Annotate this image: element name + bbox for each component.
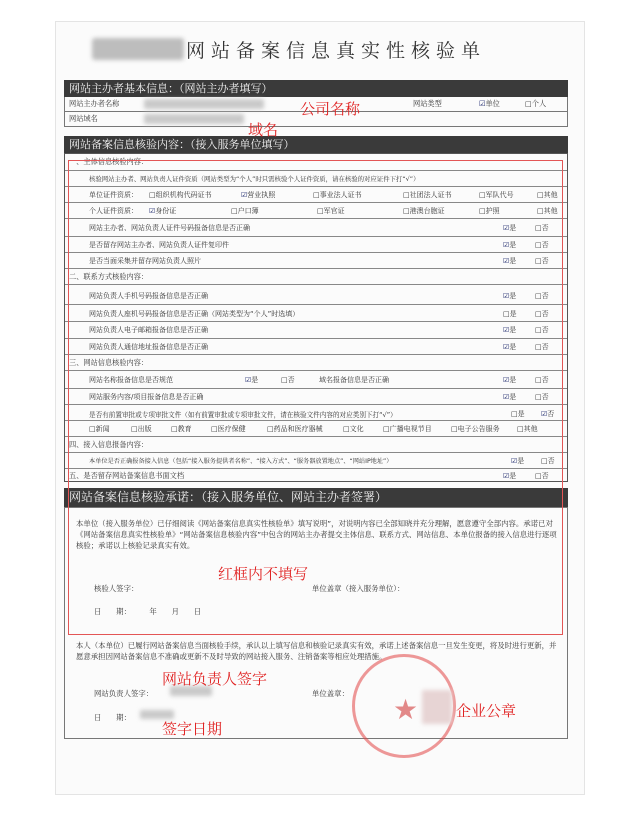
section2-header: 网站备案信息核验内容：（接入服务单位填写）	[64, 136, 568, 153]
site-type-person: □个人	[525, 99, 547, 108]
contact-email: 网站负责人电子邮箱报备信息是否正确	[89, 326, 208, 334]
contact-email-yes: ☑是	[503, 326, 517, 334]
item-cert-number-no: □否	[535, 224, 549, 232]
part5-title: 五、是否留存网站备案信息书面文档	[69, 471, 185, 480]
item-cert-copy-no: □否	[535, 241, 549, 249]
access-question: 本单位是否正确报备接入信息（包括“接入服务提供者名称”、“接入方式”、“服务器放置地点”、“网站IP地址”）	[89, 458, 393, 465]
provider-commitment-text: 本单位（接入服务单位）已仔细阅读《网站备案信息真实性核验单》填写说明”，对说明内容已全部知晓并充分理解，愿意遵守全部内容。承诺已对《网站备案信息真实性核验单》“网站备案信息核验内容”中包含的网站主办者提交主体信息、联系方式、网站信息、本单位报备的接入信息进行逐项核验；承诺以上核验记录真实有效。	[76, 519, 557, 550]
domain-yes: ☑是	[503, 376, 517, 384]
approval-drugs: □药品和医疗器械	[267, 425, 323, 433]
approval-bbs: □电子公告服务	[451, 425, 500, 433]
service-question: 网站服务内容/项目报备信息是否正确	[89, 393, 204, 401]
approval-publishing: □出版	[131, 425, 152, 433]
domain-no: □否	[535, 376, 549, 384]
cert-officer: □军官证	[317, 207, 345, 215]
access-yes: ☑是	[511, 457, 525, 465]
annotation-domain: 域名	[248, 121, 279, 139]
item-photo: 是否当面采集并留存网站负责人照片	[89, 257, 201, 265]
approval-broadcast: □广播电视节目	[383, 425, 432, 433]
contact-mobile: 网站负责人手机号码报备信息是否正确	[89, 292, 208, 300]
verification-table	[64, 153, 568, 482]
owner-stamp-label: 单位盖章：	[312, 689, 349, 698]
approval-news: □新闻	[89, 425, 110, 433]
access-no: □否	[541, 457, 555, 465]
part4-title: 四、接入信息报备内容：	[69, 440, 149, 449]
contact-mobile-yes: ☑是	[503, 292, 517, 300]
cert-id-card: ☑身份证	[149, 207, 177, 215]
principal-sign-label: 网站负责人签字：	[94, 689, 154, 698]
item-photo-yes: ☑是	[503, 257, 517, 265]
cert-hk-mo-tw: □港澳台胞证	[403, 207, 445, 215]
section1-header: 网站主办者基本信息：（网站主办者填写）	[64, 80, 568, 97]
item-cert-number-yes: ☑是	[503, 224, 517, 232]
approval-other: □其他	[517, 425, 538, 433]
archive-yes: ☑是	[503, 472, 517, 480]
provider-date-label: 日 期： 年 月 日	[94, 607, 202, 616]
cert-military-code: □军队代号	[479, 191, 514, 199]
domain-label: 网站域名	[69, 114, 98, 123]
service-yes: ☑是	[503, 393, 517, 401]
annotation-company-name: 公司名称	[300, 100, 361, 118]
item-cert-copy-yes: ☑是	[503, 241, 517, 249]
annotation-sign-date: 签字日期	[162, 720, 223, 738]
verifier-sign-label: 核验人签字：	[94, 584, 139, 593]
owner-commitment-text: 本人（本单位）已履行网站备案信息当面核验手续，承认以上填写信息和核验记录真实有效，承诺上述备案信息一旦发生变更，将及时进行更新，并愿意承担因网站备案信息不准确或更新不及时导致的网站接入服务、注销备案等相应处理措施。	[76, 641, 557, 661]
cert-other: □其他	[537, 191, 558, 199]
contact-landline-yes: □是	[503, 310, 517, 318]
cert-business-license: ☑营业执照	[241, 191, 276, 199]
document-title: 网站备案信息真实性核验单	[186, 40, 487, 62]
cert-social-org: □社团法人证书	[403, 191, 452, 199]
site-name-no: □否	[281, 376, 295, 384]
cert-public-institution: □事业法人证书	[313, 191, 362, 199]
part3-title: 三、网站信息核验内容：	[69, 358, 149, 367]
verify-instruction: 核验网站主办者、网站负责人证件资质（网站类型为“个人”时只需核验个人证件资质，请在核验的对应证件下打“√”）	[89, 175, 420, 183]
redacted-provider-name	[92, 38, 184, 60]
site-name-question: 网站名称报备信息是否规范	[89, 376, 173, 384]
domain-question: 域名报备信息是否正确	[319, 376, 389, 384]
item-cert-copy: 是否留存网站主办者、网站负责人证件复印件	[89, 241, 229, 249]
seal-star-icon: ★	[393, 693, 419, 726]
cert-org-code: □组织机构代码证书	[149, 191, 212, 199]
approval-education: □教育	[171, 425, 192, 433]
provider-stamp-label: 单位盖章（接入服务单位）：	[312, 584, 405, 593]
site-type-label: 网站类型	[413, 99, 442, 108]
site-name-yes: ☑是	[245, 376, 259, 384]
contact-mobile-no: □否	[535, 292, 549, 300]
annotation-red-box-note: 红框内不填写	[218, 565, 309, 583]
part2-title: 二、联系方式核验内容：	[69, 272, 149, 281]
redacted-seal-text	[422, 690, 452, 724]
contact-address-no: □否	[535, 343, 549, 351]
annotation-principal-sign: 网站负责人签字	[162, 670, 268, 688]
owner-date-label: 日 期：	[94, 713, 131, 722]
archive-no: □否	[535, 472, 549, 480]
approval-culture: □文化	[343, 425, 364, 433]
service-no: □否	[535, 393, 549, 401]
item-cert-number: 网站主办者、网站负责人证件号码报备信息是否正确	[89, 224, 250, 232]
owner-name-label: 网站主办者名称	[69, 99, 120, 108]
contact-address-yes: ☑是	[503, 343, 517, 351]
cert-other-person: □其他	[537, 207, 558, 215]
contact-address: 网站负责人通信地址报备信息是否正确	[89, 343, 208, 351]
unit-cert-label: 单位证件资质：	[89, 191, 138, 199]
redacted-owner-name	[144, 99, 264, 109]
redacted-domain	[144, 114, 244, 124]
contact-landline: 网站负责人座机号码报备信息是否正确（网站类型为“个人”时选填）	[89, 310, 300, 318]
approval-medical: □医疗保健	[211, 425, 246, 433]
contact-landline-no: □否	[535, 310, 549, 318]
item-photo-no: □否	[535, 257, 549, 265]
site-type-unit: ☑单位	[479, 99, 500, 108]
approval-no: ☑否	[541, 410, 555, 418]
part1-title: 一、主体信息核验内容：	[69, 157, 149, 166]
cert-household: □户口簿	[231, 207, 259, 215]
approval-yes: □是	[511, 410, 525, 418]
annotation-company-seal: 企业公章	[456, 702, 517, 720]
cert-passport: □护照	[479, 207, 500, 215]
person-cert-label: 个人证件资质：	[89, 207, 138, 215]
approval-question: 是否有前置审批或专项审批文件（如有前置审批或专项审批文件，请在核验文件内容的对应类别下打“√”）	[89, 411, 397, 419]
contact-email-no: □否	[535, 326, 549, 334]
section3-header: 网站备案信息核验承诺：（接入服务单位、网站主办者签署）	[64, 488, 568, 507]
